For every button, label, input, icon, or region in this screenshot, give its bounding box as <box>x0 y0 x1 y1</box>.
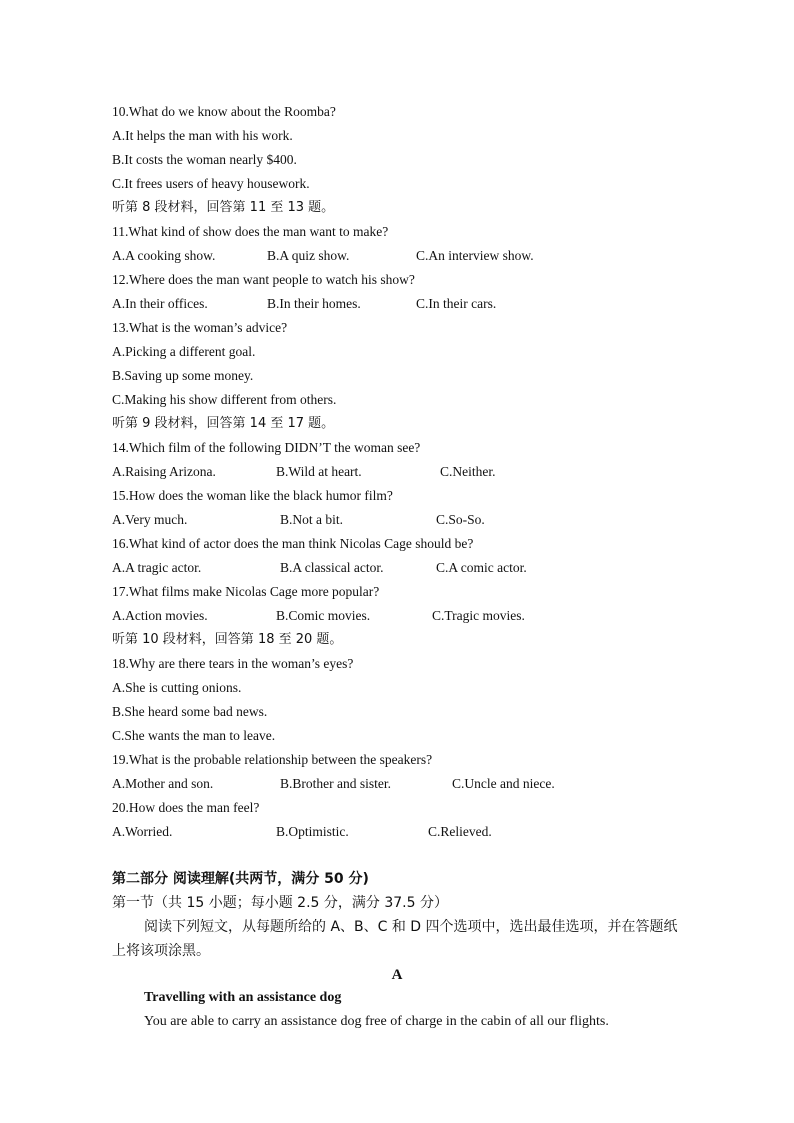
q18-option-c: C.She wants the man to leave. <box>112 728 276 743</box>
question-16: 16.What kind of actor does the man think Nicolas Cage should be? <box>112 536 474 551</box>
q17-option-b: B.Comic movies. <box>276 608 371 623</box>
passage-label: A <box>391 967 403 983</box>
part2-section1: 第一节（共 15 小题；每小题 2.5 分，满分 37.5 分） <box>112 895 448 911</box>
q20-option-a: A.Worried. <box>112 824 173 839</box>
q12-option-c: C.In their cars. <box>416 296 497 311</box>
q15-option-c: C.So-So. <box>436 512 485 527</box>
q14-option-c: C.Neither. <box>440 464 496 479</box>
section-header-10: 听第 10 段材料，回答第 18 至 20 题。 <box>112 632 343 647</box>
q18-option-a: A.She is cutting onions. <box>112 680 242 695</box>
q11-option-c: C.An interview show. <box>416 248 534 263</box>
q19-option-b: B.Brother and sister. <box>280 776 391 791</box>
part2-instruction: 阅读下列短文，从每题所给的 A、B、C 和 D 四个选项中，选出最佳选项，并在答题纸上将该项涂黑。 <box>112 919 678 959</box>
q19-option-a: A.Mother and son. <box>112 776 214 791</box>
section-header-8: 听第 8 段材料，回答第 11 至 13 题。 <box>112 200 335 215</box>
question-18: 18.Why are there tears in the woman’s eyes? <box>112 656 354 671</box>
passage-title: Travelling with an assistance dog <box>144 990 342 1005</box>
question-11: 11.What kind of show does the man want to make? <box>112 224 389 239</box>
part2-heading: 第二部分 阅读理解(共两节，满分 50 分) <box>112 871 369 887</box>
question-19: 19.What is the probable relationship between the speakers? <box>112 752 433 767</box>
q16-option-c: C.A comic actor. <box>436 560 527 575</box>
q12-option-b: B.In their homes. <box>267 296 361 311</box>
q11-option-b: B.A quiz show. <box>267 248 350 263</box>
q18-option-b: B.She heard some bad news. <box>112 704 268 719</box>
q10-option-b: B.It costs the woman nearly $400. <box>112 152 297 167</box>
question-15: 15.How does the woman like the black humor film? <box>112 488 393 503</box>
q17-option-a: A.Action movies. <box>112 608 208 623</box>
q15-option-b: B.Not a bit. <box>280 512 343 527</box>
q15-option-a: A.Very much. <box>112 512 188 527</box>
question-10: 10.What do we know about the Roomba? <box>112 104 336 119</box>
q13-option-b: B.Saving up some money. <box>112 368 254 383</box>
q19-option-c: C.Uncle and niece. <box>452 776 555 791</box>
q11-option-a: A.A cooking show. <box>112 248 216 263</box>
question-20: 20.How does the man feel? <box>112 800 260 815</box>
q14-option-b: B.Wild at heart. <box>276 464 362 479</box>
section-header-9: 听第 9 段材料，回答第 14 至 17 题。 <box>112 416 335 431</box>
q17-option-c: C.Tragic movies. <box>432 608 525 623</box>
q16-option-b: B.A classical actor. <box>280 560 384 575</box>
question-17: 17.What films make Nicolas Cage more popular? <box>112 584 380 599</box>
q20-option-c: C.Relieved. <box>428 824 492 839</box>
passage-body: You are able to carry an assistance dog free of charge in the cabin of all our flights. <box>144 1014 609 1029</box>
question-13: 13.What is the woman’s advice? <box>112 320 288 335</box>
q14-option-a: A.Raising Arizona. <box>112 464 216 479</box>
q13-option-a: A.Picking a different goal. <box>112 344 256 359</box>
q10-option-a: A.It helps the man with his work. <box>112 128 293 143</box>
question-14: 14.Which film of the following DIDN’T the woman see? <box>112 440 421 455</box>
q13-option-c: C.Making his show different from others. <box>112 392 337 407</box>
question-12: 12.Where does the man want people to watch his show? <box>112 272 415 287</box>
q20-option-b: B.Optimistic. <box>276 824 349 839</box>
q12-option-a: A.In their offices. <box>112 296 208 311</box>
q16-option-a: A.A tragic actor. <box>112 560 202 575</box>
q10-option-c: C.It frees users of heavy housework. <box>112 176 310 191</box>
